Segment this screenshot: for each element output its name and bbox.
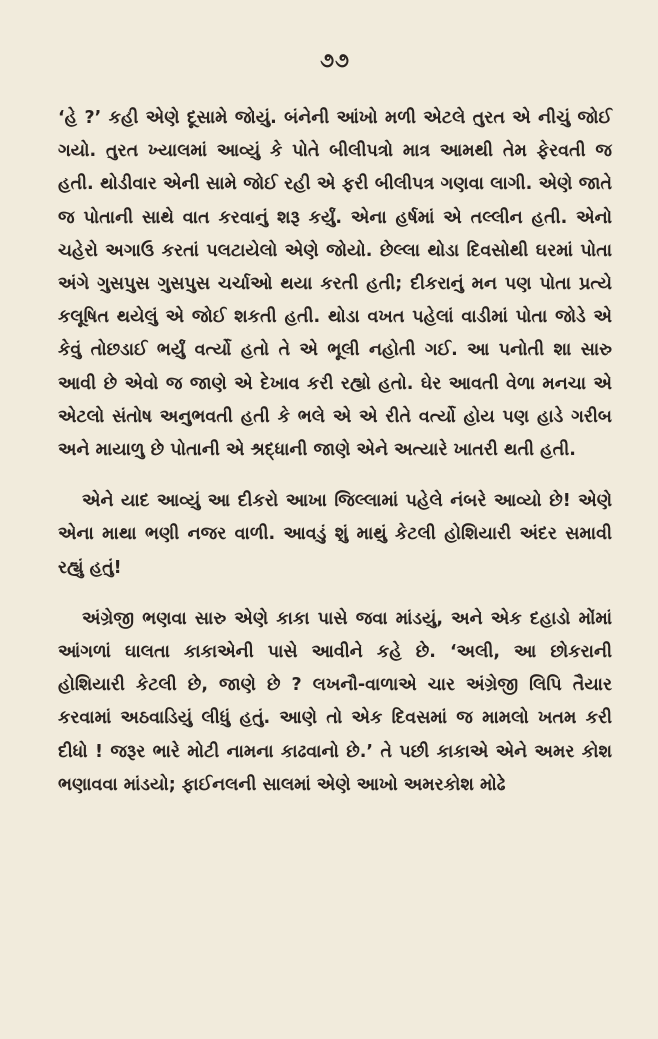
paragraph-1: ‘હે ?’ કહી એણે દૂસામે જોયું. બંનેની આંખો મળી એટલે તુરત એ નીચું જોઈ ગયો. તુરત ખ્યાલમાં આવ્યું કે પોતે બીલીપત્રો માત્ર આમથી તેમ ફેરવતી જ હતી. થોડીવાર એની સામે જોઈ રહી એ ફરી બીલીપત્ર ગણવા લાગી. એણે જાતે જ પોતાની સાથે વાત કરવાનું શરૂ કર્યું. એના હર્ષમાં એ તલ્લીન હતી. એનો ચહેરો અગાઉ કરતાં પલટાયેલો એણે જોયો. છેલ્લા થોડા દિવસોથી ઘરમાં પોતા અંગે ગુસપુસ ગુસપુસ ચર્ચાઓ થયા કરતી હતી; દીકરાનું મન પણ પોતા પ્રત્યે કલૂષિત થયેલું એ જોઈ શકતી હતી. થોડા વખત પહેલાં વાડીમાં પોતા જોડે એ કેવું તોછડાઈ ભર્યું વર્ત્યો હતો તે એ ભૂલી નહોતી ગઈ. આ પનોતી શા સારુ આવી છે એવો જ જાણે એ દેખાવ કરી રહ્યો હતો. ઘેર આવતી વેળા મનચા એ એટલો સંતોષ અનુભવતી હતી કે ભલે એ એ રીતે વર્ત્યો હોય પણ હાડે ગરીબ અને માયાળુ છે પોતાની એ શ્રદ્ધાની જાણે એને અત્યારે ખાતરી થતી હતી. xyxy=(58,108,612,461)
paragraph-3: અંગ્રેજી ભણવા સારુ એણે કાકા પાસે જવા માંડયું, અને એક દહાડો મોંમાં આંગળાં ઘાલતા કાકાએની પાસે આવીને કહે છે. ‘અલી, આ છોકરાની હોશિયારી કેટલી છે, જાણે છે ? લખનૌ-વાળાએ ચાર અંગ્રેજી લિપિ તૈયાર કરવામાં અઠવાડિયું લીધું હતું. આણે તો એક દિવસમાં જ મામલો ખતમ કરી દીધો ! જરૂર ભારે મોટી નામના કાઢવાનો છે.’ તે પછી કાકાએ એને અમર કોશ ભણાવવા માંડયો; ફાઈનલની સાલમાં એણે આખો અમરકોશ મોઢે xyxy=(58,608,612,795)
page-number: ૭૭ xyxy=(320,48,350,72)
paragraph-2: એને યાદ આવ્યું આ દીકરો આખા જિલ્લામાં પહેલે નંબરે આવ્યો છે! એણે એના માથા ભણી નજર વાળી. આવડું શું માથું કેટલી હોશિયારી અંદર સમાવી રહ્યું હતું! xyxy=(58,491,612,578)
